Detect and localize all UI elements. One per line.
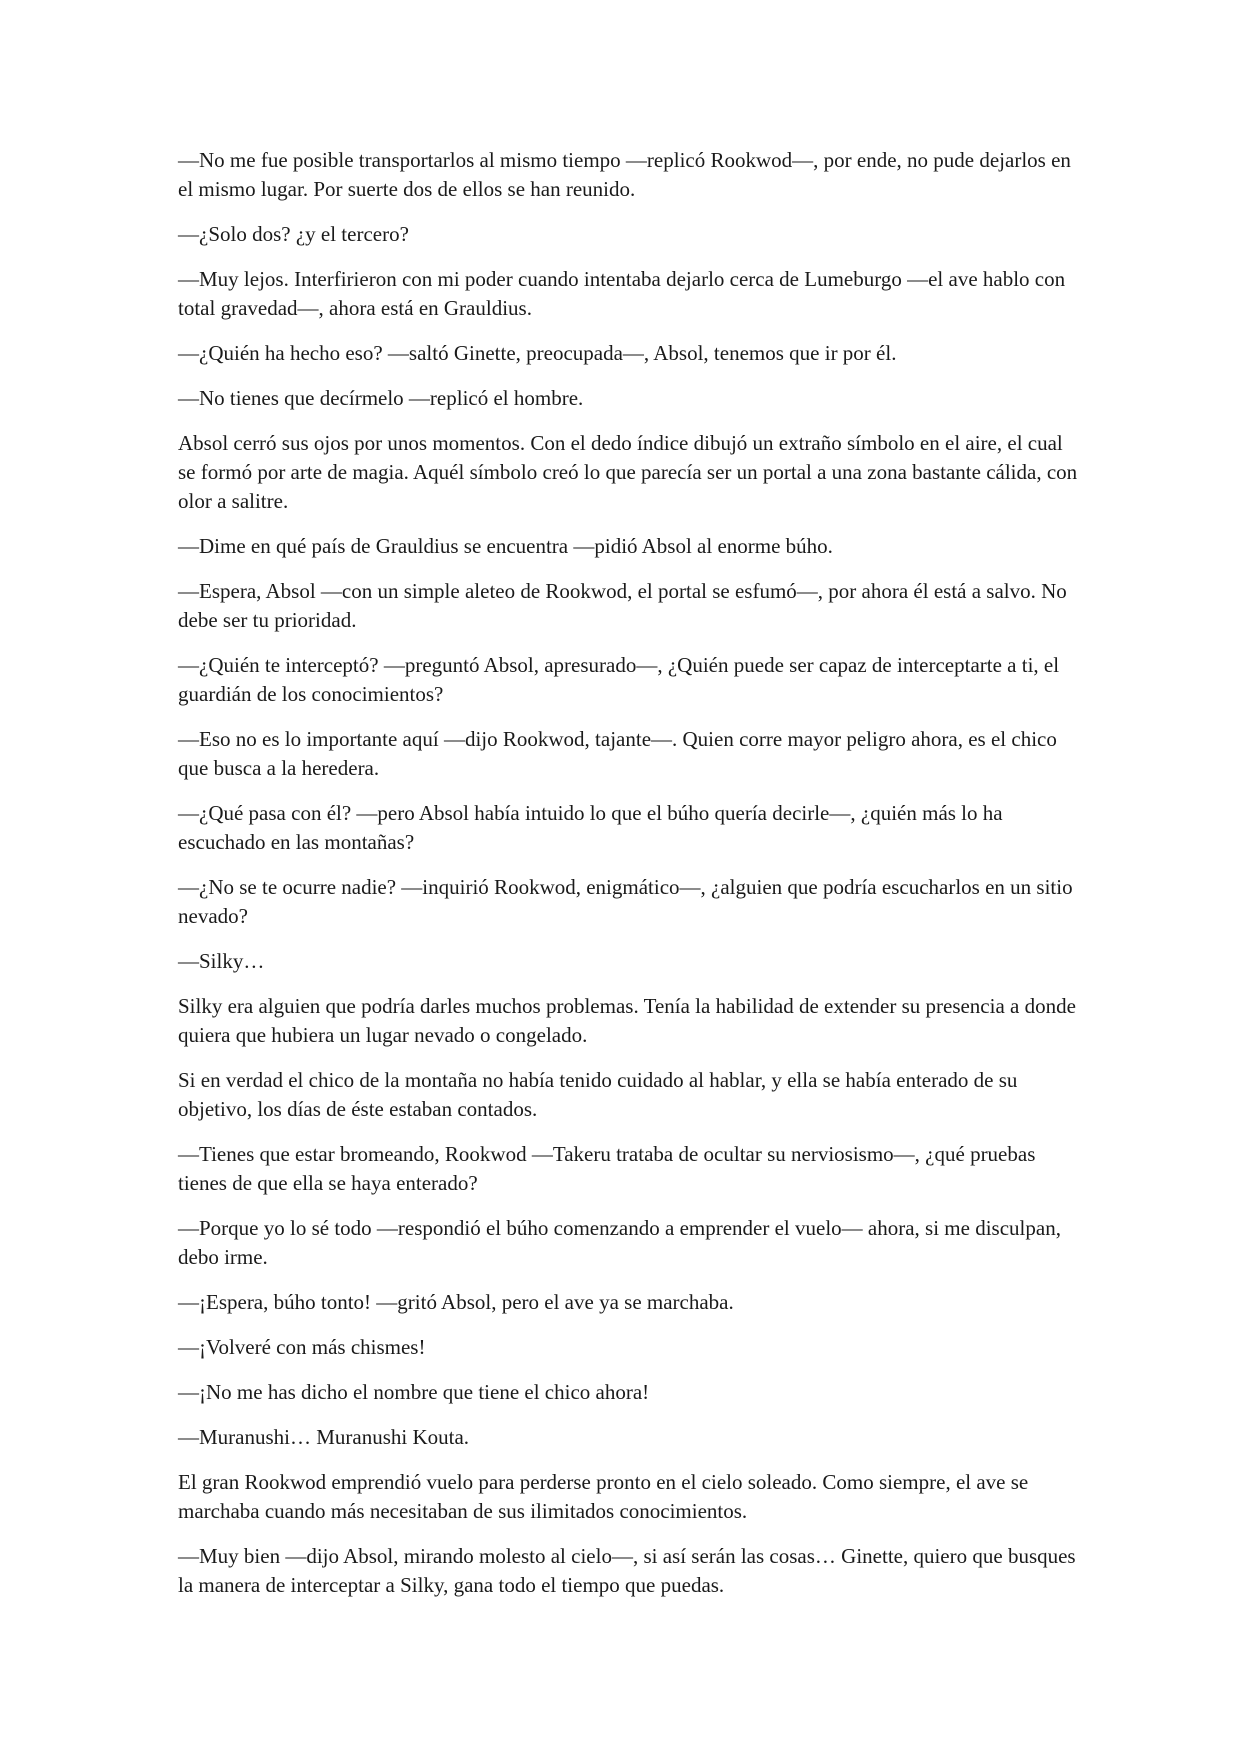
paragraph: —Tienes que estar bromeando, Rookwod —Takeru trataba de ocultar su nerviosismo—, ¿qué pruebas tienes de que ella se haya enterado? <box>178 1142 1036 1195</box>
paragraph: El gran Rookwod emprendió vuelo para perderse pronto en el cielo soleado. Como siempre, el ave se marchaba cuando más necesitaban de sus ilimitados conocimientos. <box>178 1470 1029 1523</box>
paragraph: —¡Volveré con más chismes! <box>178 1335 426 1359</box>
paragraph: —Muy lejos. Interfirieron con mi poder cuando intentaba dejarlo cerca de Lumeburgo —el ave hablo con total gravedad—, ahora está en Grauldius. <box>178 267 1066 320</box>
paragraph: —¿Quién te interceptó? —preguntó Absol, apresurado—, ¿Quién puede ser capaz de interceptarte a ti, el guardián de los conocimientos? <box>178 653 1060 706</box>
paragraph: —¿Solo dos? ¿y el tercero? <box>178 222 409 246</box>
paragraph: —Muy bien —dijo Absol, mirando molesto al cielo—, si así serán las cosas… Ginette, quiero que busques la manera de interceptar a Silky, gana todo el tiempo que puedas. <box>178 1544 1076 1597</box>
paragraph: —¿Quién ha hecho eso? —saltó Ginette, preocupada—, Absol, tenemos que ir por él. <box>178 341 897 365</box>
paragraph: —No tienes que decírmelo —replicó el hombre. <box>178 386 584 410</box>
paragraph: —¿Qué pasa con él? —pero Absol había intuido lo que el búho quería decirle—, ¿quién más lo ha escuchado en las montañas? <box>178 801 1003 854</box>
paragraph: Si en verdad el chico de la montaña no había tenido cuidado al hablar, y ella se había enterado de su objetivo, los días de éste estaban contados. <box>178 1068 1018 1121</box>
paragraph: Absol cerró sus ojos por unos momentos. Con el dedo índice dibujó un extraño símbolo en el aire, el cual se formó por arte de magia. Aquél símbolo creó lo que parecía ser un portal a una zona bastante cálida, con olor a salitre. <box>178 431 1078 513</box>
paragraph: —Porque yo lo sé todo —respondió el búho comenzando a emprender el vuelo— ahora, si me disculpan, debo irme. <box>178 1216 1061 1269</box>
paragraph: —No me fue posible transportarlos al mismo tiempo —replicó Rookwod—, por ende, no pude dejarlos en el mismo lugar. Por suerte dos de ellos se han reunido. <box>178 148 1071 201</box>
paragraph: —¡No me has dicho el nombre que tiene el chico ahora! <box>178 1380 650 1404</box>
paragraph: —Silky… <box>178 949 265 973</box>
paragraph: —Dime en qué país de Grauldius se encuentra —pidió Absol al enorme búho. <box>178 534 833 558</box>
paragraph: —Espera, Absol —con un simple aleteo de Rookwod, el portal se esfumó—, por ahora él está a salvo. No debe ser tu prioridad. <box>178 579 1067 632</box>
paragraph: —¿No se te ocurre nadie? —inquirió Rookwod, enigmático—, ¿alguien que podría escucharlos en un sitio nevado? <box>178 875 1073 928</box>
paragraph: Silky era alguien que podría darles muchos problemas. Tenía la habilidad de extender su presencia a donde quiera que hubiera un lugar nevado o congelado. <box>178 994 1076 1047</box>
paragraph: —Eso no es lo importante aquí —dijo Rookwod, tajante—. Quien corre mayor peligro ahora, es el chico que busca a la heredera. <box>178 727 1057 780</box>
paragraph: —¡Espera, búho tonto! —gritó Absol, pero el ave ya se marchaba. <box>178 1290 734 1314</box>
paragraph: —Muranushi… Muranushi Kouta. <box>178 1425 470 1449</box>
body-text <box>178 146 1078 1616</box>
